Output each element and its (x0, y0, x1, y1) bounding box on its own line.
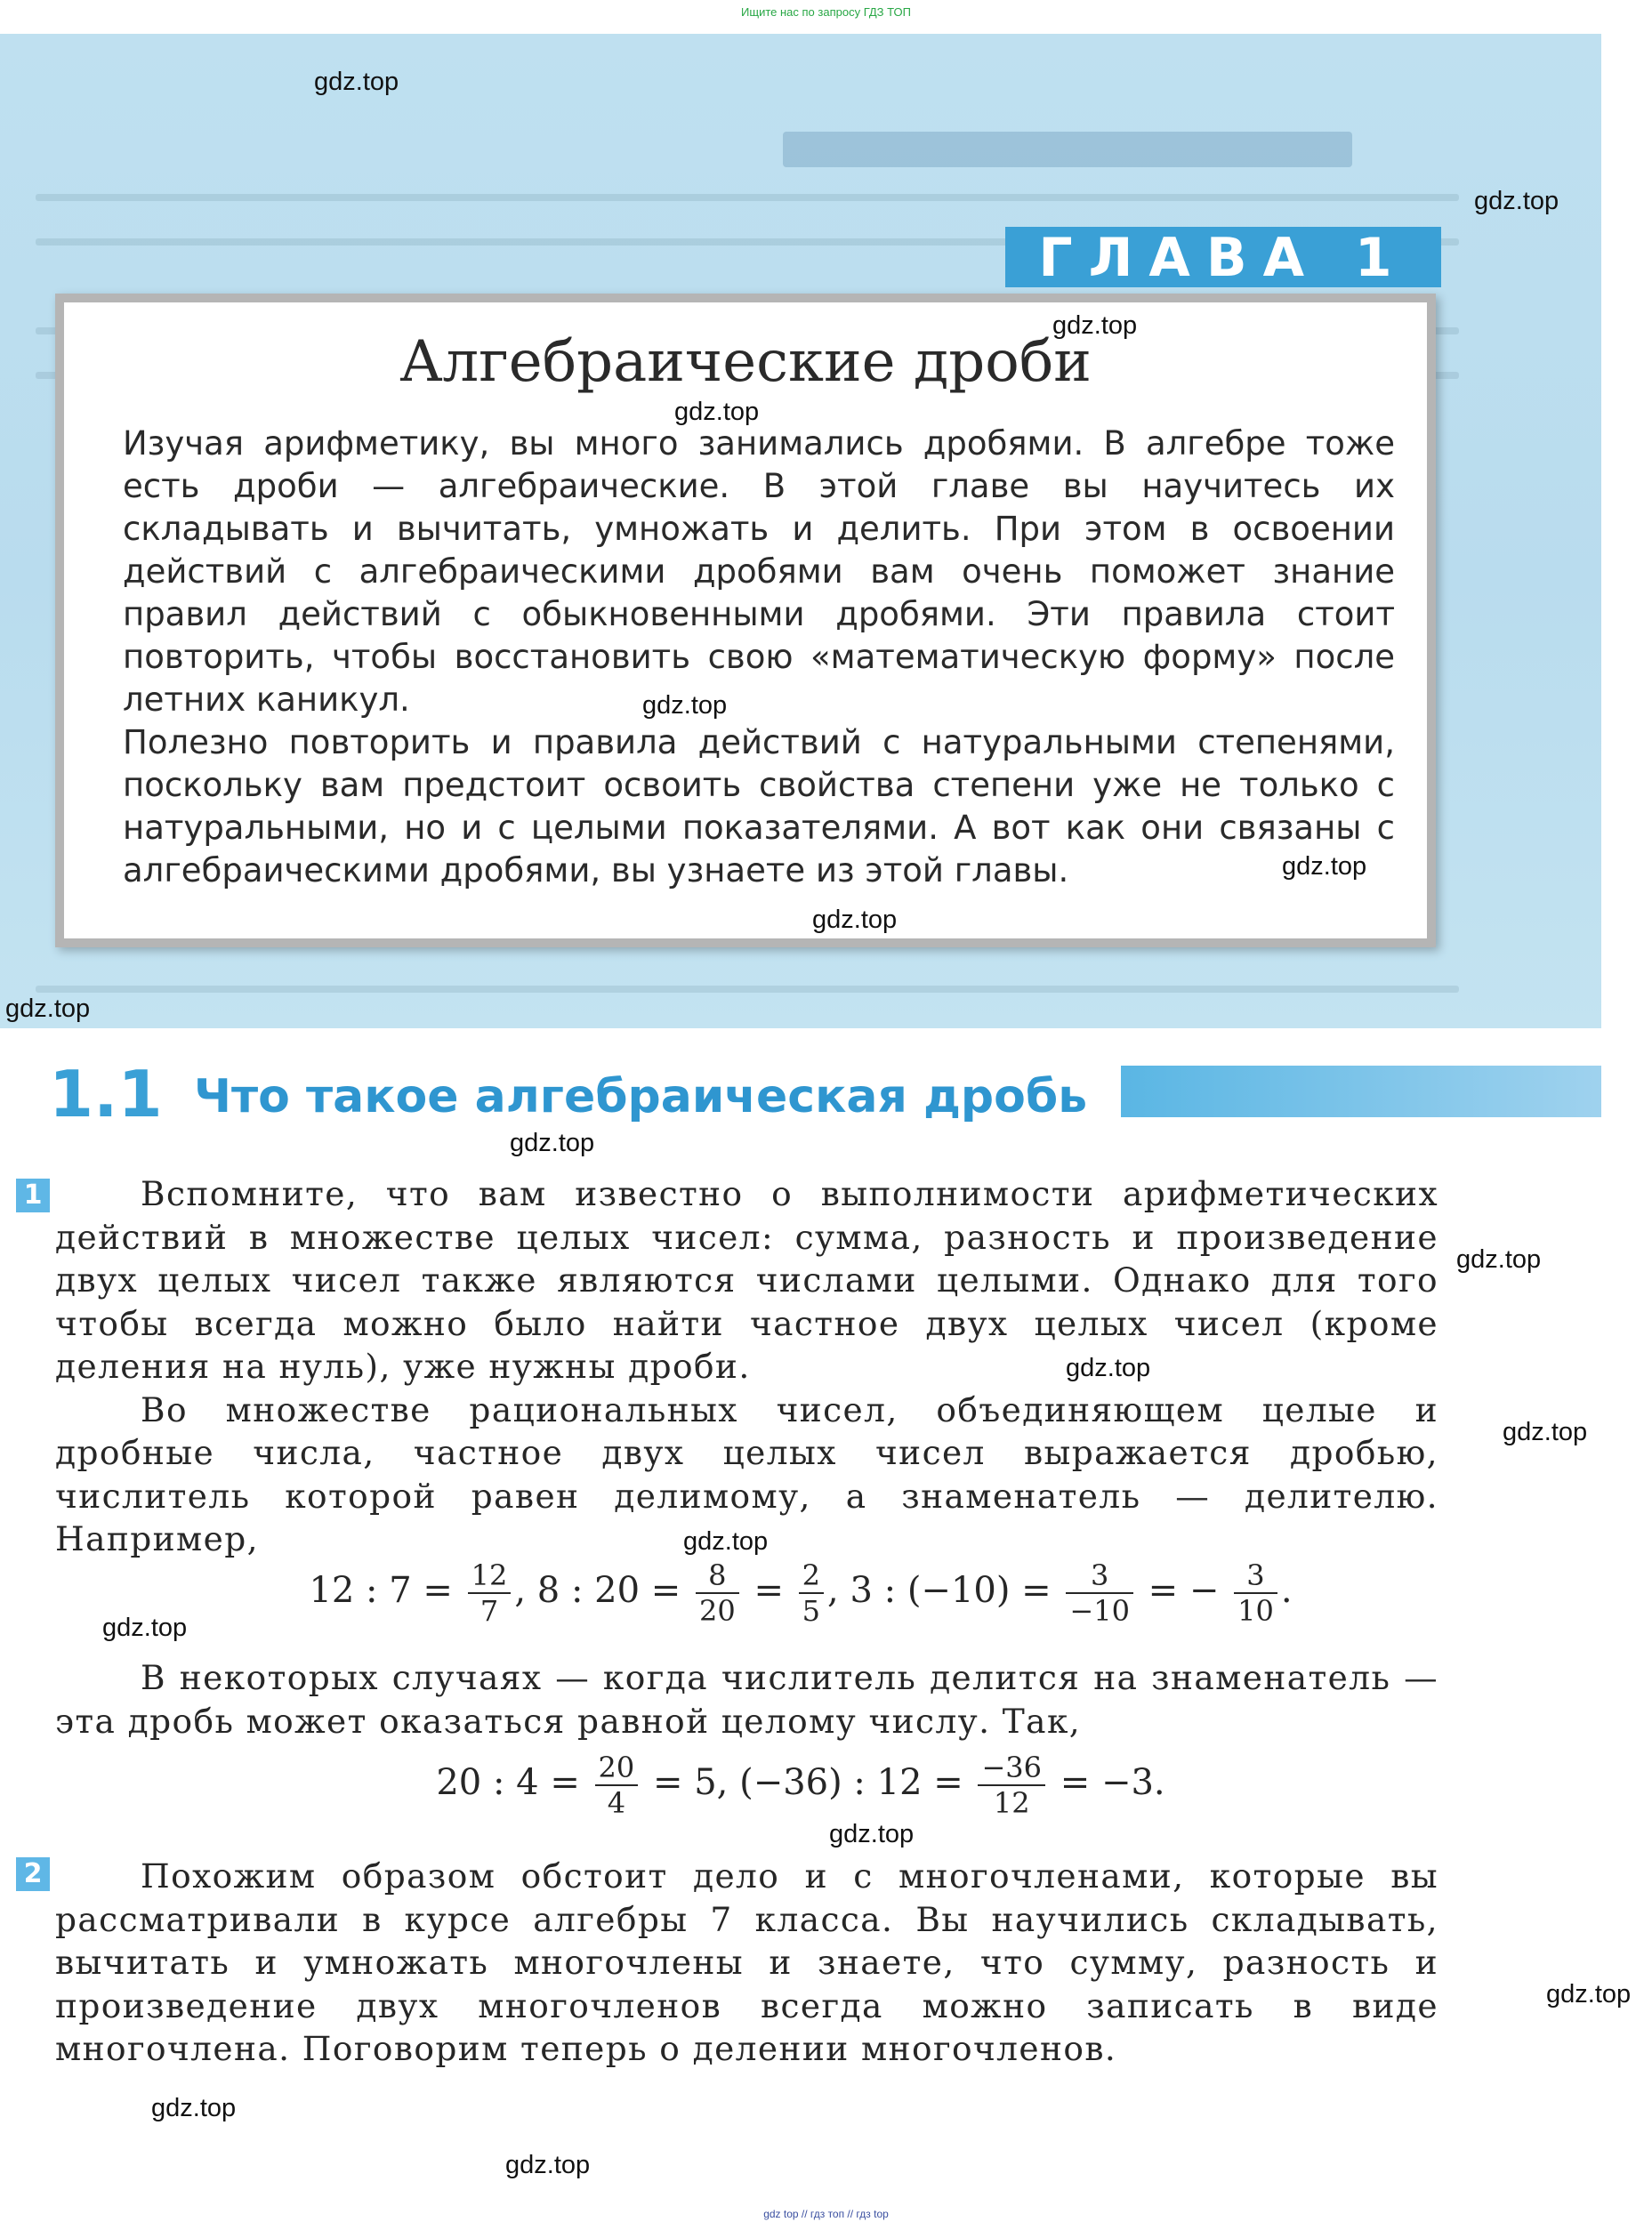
fraction: $\frac{20}{4}$ (595, 1751, 639, 1820)
watermark: gdz.top (510, 1129, 595, 1157)
formula-part: , 3 : (−10) = (827, 1570, 1052, 1611)
watermark: gdz.top (674, 398, 760, 426)
body-paragraph-2 (55, 1656, 1438, 1743)
fraction: $\frac{12}{7}$ (468, 1558, 512, 1628)
formula-part: = (753, 1570, 784, 1611)
header-link[interactable]: Ищите нас по запросу ГДЗ ТОП (741, 5, 911, 19)
watermark: gdz.top (505, 2151, 591, 2179)
formula-part: , 8 : 20 = (514, 1570, 681, 1611)
formula-integer-results (0, 1751, 1601, 1820)
formula-part: 20 : 4 = (436, 1762, 580, 1803)
body-paragraph-3 (55, 1855, 1438, 2071)
watermark: gdz.top (1282, 852, 1367, 881)
formula-part: . (1280, 1570, 1293, 1611)
formula-part: 12 : 7 = (309, 1570, 453, 1611)
formula-part: = − (1148, 1570, 1220, 1611)
formula-part: = 5, (−36) : 12 = (652, 1762, 963, 1803)
fraction: $\frac{8}{20}$ (696, 1558, 739, 1628)
bleed-title (783, 132, 1352, 167)
fraction: $\frac{-36}{12}$ (978, 1751, 1045, 1820)
watermark: gdz.top (1052, 311, 1138, 340)
watermark: gdz.top (642, 691, 728, 720)
body-paragraph-1 (55, 1172, 1438, 1561)
fraction: $\frac{3}{-10}$ (1066, 1558, 1133, 1628)
paragraph-text: Во множестве рациональных чисел, объединяющем целые и дробные числа, частное двух целых чисел выражается дробью, числитель которой равен делимому, а знаменатель — делителю. Например, (55, 1389, 1438, 1558)
watermark: gdz.top (1066, 1354, 1151, 1382)
watermark: gdz.top (1503, 1418, 1588, 1446)
paragraph-text: В некоторых случаях — когда числитель делится на знаменатель — эта дробь может оказаться равной целому числу. Так, (55, 1658, 1438, 1741)
paragraph-marker-1: 1 (16, 1179, 50, 1212)
chapter-intro-text (123, 423, 1395, 892)
bleed-line (36, 986, 1459, 993)
section-title: Что такое алгебраическая дробь (194, 1070, 1088, 1123)
paragraph-text: Похожим образом обстоит дело и с многочленами, которые вы рассматривали в курсе алгебры 7 класса. Вы научились складывать, вычитать и умножать многочлены и знаете, что сумму, разность и произведение двух многочленов всегда можно записать в виде многочлена. Поговорим теперь о делении многочленов. (55, 1856, 1438, 2068)
chapter-intro-box (55, 294, 1436, 947)
chapter-title: Алгебраические дроби (399, 329, 1092, 395)
footer-link[interactable]: gdz top // гдз топ // гдз top (763, 2208, 889, 2220)
bleed-line (36, 194, 1459, 201)
watermark: gdz.top (683, 1527, 769, 1556)
watermark: gdz.top (5, 994, 91, 1023)
paragraph-text: Вспомните, что вам известно о выполнимости арифметических действий в множестве целых чисел: сумма, разность и произведение двух целых чисел также являются числами целыми. Однако для того чтобы всегда можно было найти частное двух целых чисел (кроме деления на нуль), уже нужны дроби. (55, 1174, 1438, 1386)
formula-part: = −3. (1060, 1762, 1165, 1803)
watermark: gdz.top (102, 1614, 188, 1642)
watermark: gdz.top (812, 906, 898, 934)
fraction: $\frac{2}{5}$ (799, 1558, 824, 1628)
watermark: gdz.top (829, 1820, 915, 1848)
watermark: gdz.top (1456, 1245, 1542, 1274)
section-header-bar (1121, 1066, 1601, 1117)
formula-division-examples (0, 1558, 1601, 1628)
intro-paragraph: Полезно повторить и правила действий с натуральными степенями, поскольку вам предстоит освоить свойства степени уже не только с натуральными, но и с целыми показателями. А вот как они связаны с алгебраическими дробями, вы узнаете из этой главы. (123, 723, 1395, 890)
watermark: gdz.top (151, 2094, 237, 2122)
watermark: gdz.top (1546, 1980, 1632, 2009)
paragraph-marker-2: 2 (16, 1857, 50, 1891)
watermark: gdz.top (1474, 187, 1559, 215)
watermark: gdz.top (314, 68, 399, 96)
fraction: $\frac{3}{10}$ (1234, 1558, 1277, 1628)
intro-paragraph: Изучая арифметику, вы много занимались дробями. В алгебре тоже есть дроби — алгебраические. В этой главе вы научитесь их складывать и вычитать, умножать и делить. При этом в освоении действий с алгебраическими дробями вам очень поможет знание правил действий с обыкновенными дробями. Эти правила стоит повторить, чтобы восстановить свою «математическую форму» после летних каникул. (123, 424, 1395, 719)
section-number: 1.1 (49, 1057, 163, 1131)
chapter-label: ГЛАВА 1 (1005, 227, 1441, 287)
